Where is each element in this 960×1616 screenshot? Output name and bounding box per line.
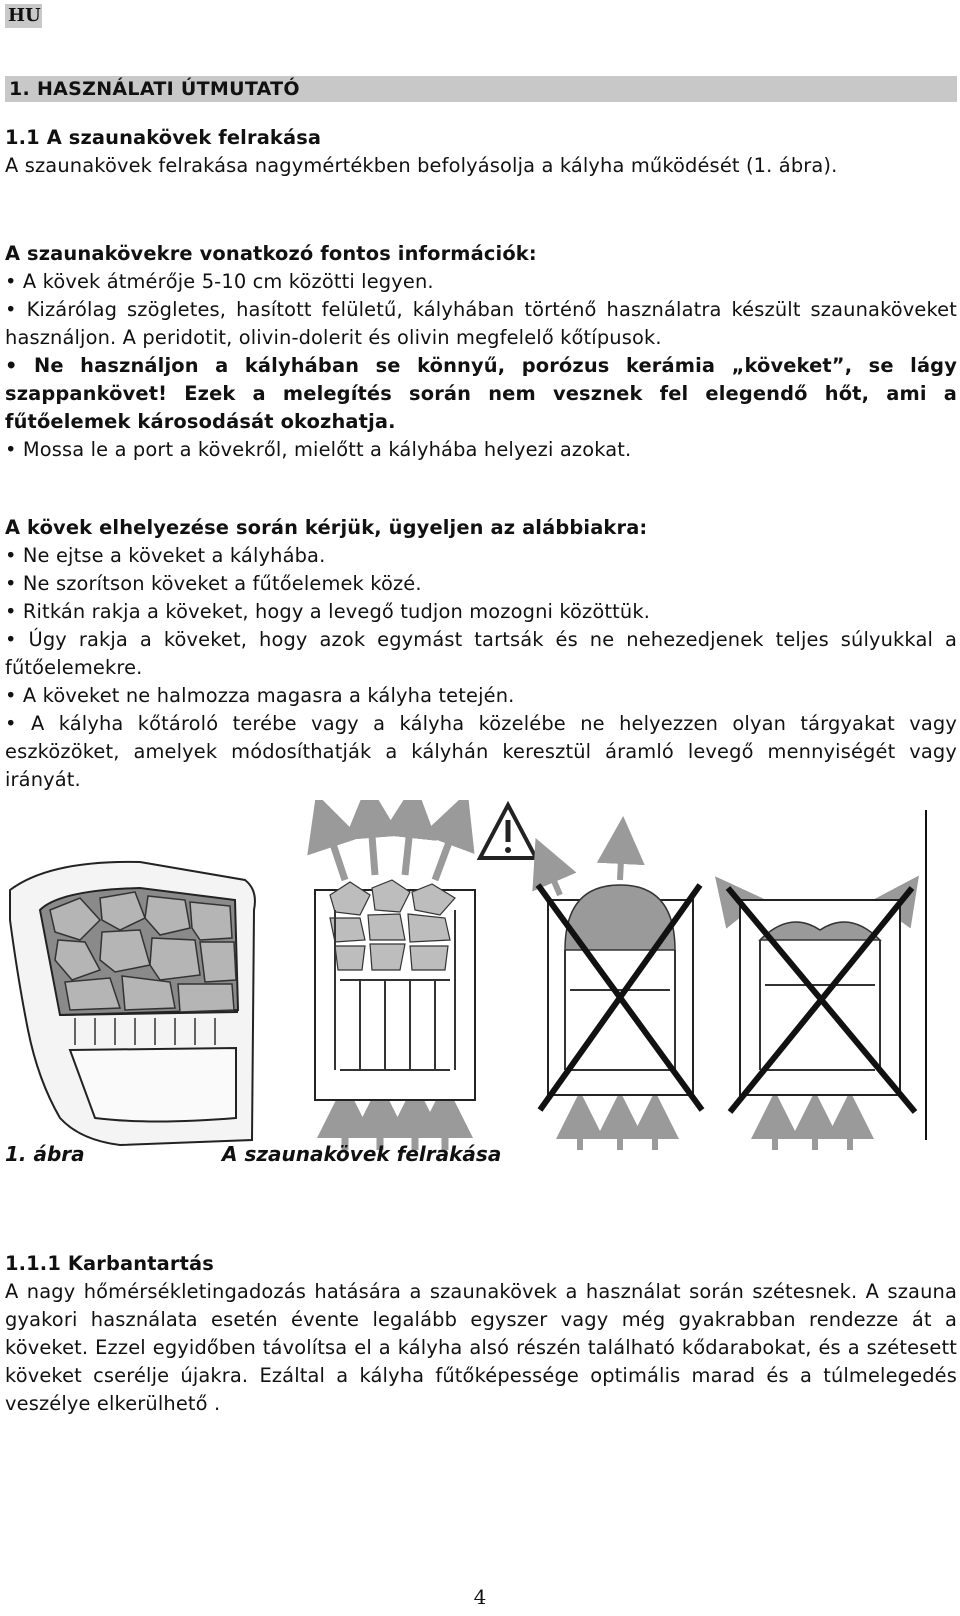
maintenance-heading: 1.1.1 Karbantartás	[5, 1252, 214, 1275]
figure-caption-number: 1. ábra	[5, 1142, 85, 1166]
stove-illustration	[10, 862, 255, 1145]
maintenance-body: A nagy hőmérsékletingadozás hatására a szaunakövek a használat során szétesnek. A szauna gyakori használata esetén évente legalább egyszer vagy még gyakrabban rendezze át a köveket. Ezzel egyidőben távolítsa el a kályha alsó részén található kődarabokat, és a szétesett köveket cserélje újakra. Ezáltal a kályha fűtőképessége optimális marad és a túlmelegedés veszélye elkerülhető .	[5, 1280, 957, 1415]
placement-bullet: • Ritkán rakja a köveket, hogy a levegő tudjon mozogni közöttük.	[5, 600, 651, 623]
subsection-heading: 1.1 A szaunakövek felrakása	[5, 126, 322, 149]
placement-bullet: • A kályha kőtároló terébe vagy a kályha közelébe ne helyezzen olyan tárgyakat vagy eszközöket, amelyek módosíthatják a kályhán keresztül áramló levegő mennyiségét vagy irányát.	[5, 712, 957, 791]
info-heading: A szaunakövekre vonatkozó fontos információk:	[5, 242, 537, 265]
info-bullet-warning: • Ne használjon a kályhában se könnyű, porózus kerámia „köveket”, se lágy szappankövet! Ezek a melegítés során nem vesznek fel elegendő hőt, ami a fűtőelemek károsodását okozhatja.	[5, 354, 957, 433]
placement-bullet: • Úgy rakja a köveket, hogy azok egymást tartsák és ne nehezedjenek teljes súlyukkal a fűtőelemekre.	[5, 628, 957, 679]
info-bullet: • A kövek átmérője 5-10 cm közötti legyen.	[5, 270, 434, 293]
page-number: 4	[473, 1585, 487, 1609]
stove-wrong-2	[728, 888, 915, 1150]
placement-bullet: • A köveket ne halmozza magasra a kályha tetején.	[5, 684, 515, 707]
intro-paragraph: A szaunakövek felrakása nagymértékben befolyásolja a kályha működését (1. ábra).	[5, 154, 838, 177]
figure-caption-text: A szaunakövek felrakása	[222, 1142, 502, 1166]
placement-bullet: • Ne szorítson köveket a fűtőelemek közé.	[5, 572, 422, 595]
placement-bullet: • Ne ejtse a köveket a kályhába.	[5, 544, 326, 567]
section-title: 1. HASZNÁLATI ÚTMUTATÓ	[5, 76, 957, 102]
info-bullet: • Kizárólag szögletes, hasított felületű, kályhában történő használatra készült szaunaköveket használjon. A peridotit, olivin-dolerit és olivin megfelelő kőtípusok.	[5, 298, 957, 349]
placement-heading: A kövek elhelyezése során kérjük, ügyeljen az alábbiakra:	[5, 516, 648, 539]
info-bullet: • Mossa le a port a kövekről, mielőtt a kályhába helyezi azokat.	[5, 438, 632, 461]
stove-figure	[0, 800, 960, 1150]
placement-list	[5, 514, 957, 794]
warning-triangle-icon	[480, 805, 536, 858]
stove-wrong-1	[538, 840, 702, 1150]
info-list	[5, 240, 957, 464]
stove-correct	[315, 810, 475, 1150]
stones-section	[5, 124, 957, 180]
maintenance-section	[5, 1250, 957, 1418]
language-tag: HU	[5, 4, 42, 28]
